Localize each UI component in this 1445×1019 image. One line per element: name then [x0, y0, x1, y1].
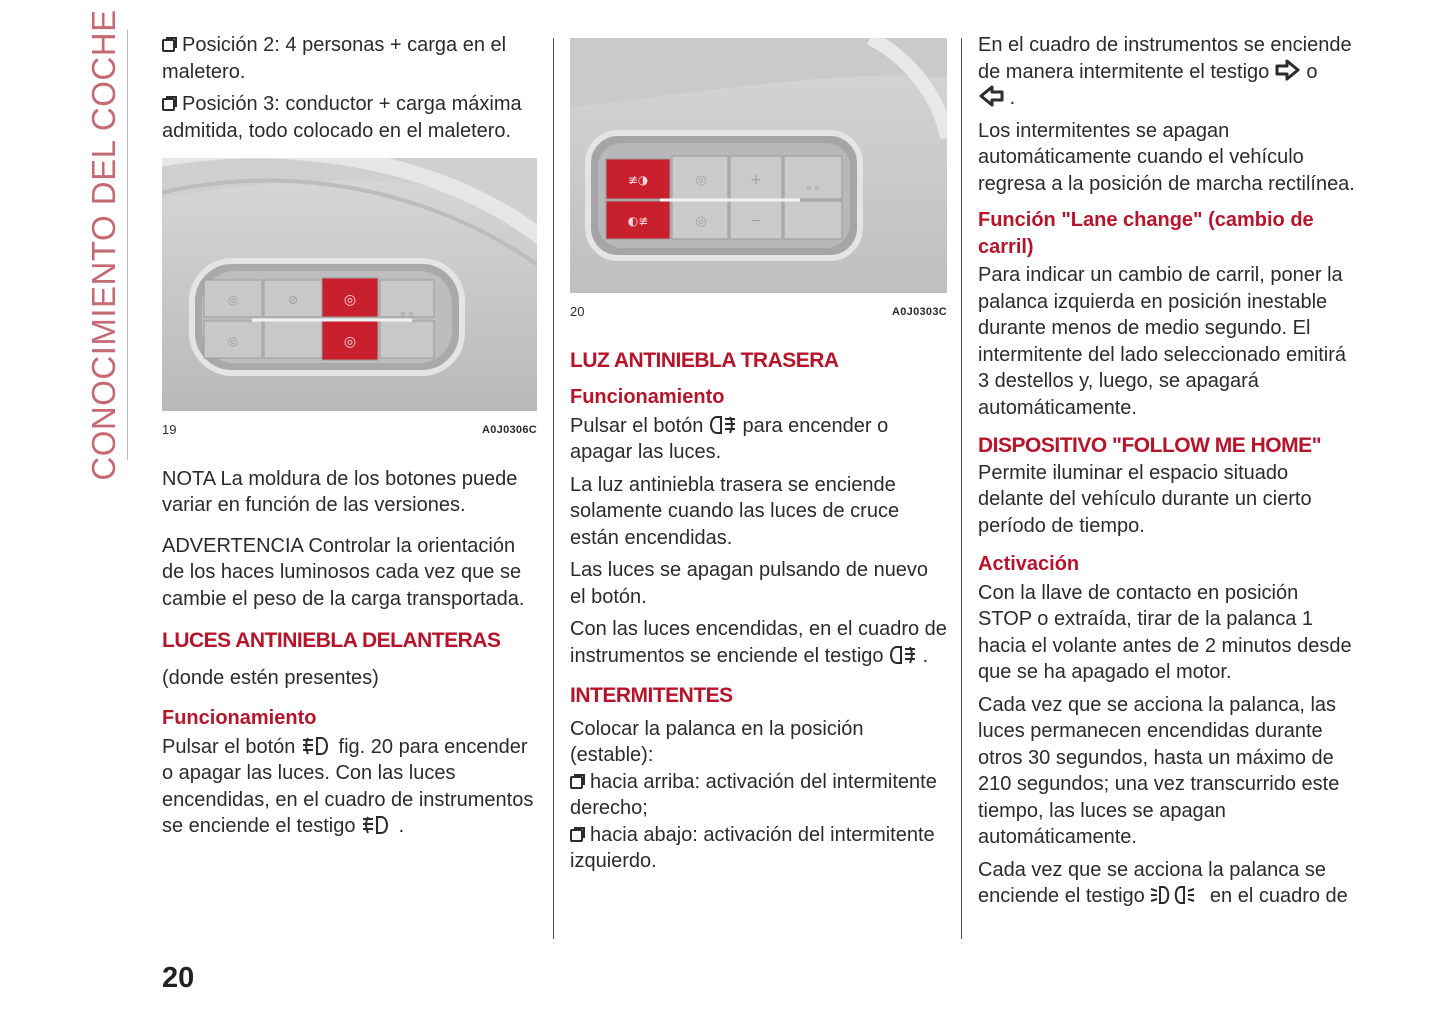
- fog-light-buttons-illustration: [162, 158, 537, 411]
- bullet-item: hacia arriba: activación del intermitente derecho;: [570, 770, 937, 819]
- sub-heading: Funcionamiento: [570, 386, 725, 408]
- svg-text:◎: ◎: [227, 334, 239, 348]
- rear-fog-icon: [889, 645, 917, 665]
- paragraph: En el cuadro de instrumentos se enciende de manera intermitente el testigo o .: [978, 34, 1352, 109]
- note-text: NOTA La moldura de los botones puede variar en función de las versiones.: [162, 467, 518, 516]
- paragraph: Con la llave de contacto en posición STOP o extraída, tirar de la palanca 1 hacia el volante antes de 2 minutos desde que se ha apagado el motor.: [978, 581, 1352, 683]
- bullet-item: hacia abajo: activación del intermitente izquierdo.: [570, 823, 935, 872]
- figure-number: 20: [570, 304, 585, 319]
- svg-text:◎: ◎: [343, 292, 357, 308]
- paragraph: Cada vez que se acciona la palanca se enciende el testigo en el cuadro de: [978, 858, 1348, 907]
- paragraph: Pulsar el botón fig. 20 para encender o apagar las luces. Con las luces encendidas, en el cuadro de instrumentos se enciende el testigo .: [162, 735, 534, 837]
- availability-note: (donde estén presentes): [162, 666, 379, 689]
- paragraph: La luz antiniebla trasera se enciende solamente cuando las luces de cruce están encendidas.: [570, 473, 900, 549]
- warning-text: ADVERTENCIA Controlar la orientación de los haces luminosos cada vez que se cambie el peso de la carga transportada.: [162, 534, 525, 610]
- sub-heading: Funcionamiento: [162, 707, 317, 729]
- section-heading: LUZ ANTINIEBLA TRASERA: [570, 348, 839, 372]
- svg-text:◐≢: ◐≢: [627, 214, 649, 228]
- follow-me-home-icon: [1150, 885, 1204, 905]
- checkbox-bullet-icon: [162, 39, 175, 52]
- svg-text:◎: ◎: [695, 214, 707, 229]
- checkbox-bullet-icon: [162, 98, 175, 111]
- column-divider: [553, 38, 554, 939]
- figure-code: A0J0303C: [892, 306, 947, 318]
- page-number: 20: [162, 962, 195, 994]
- bullet-item: Posición 3: conductor + carga máxima admitida, todo colocado en el maletero.: [162, 93, 522, 142]
- checkbox-bullet-icon: [570, 829, 583, 842]
- sub-heading: Activación: [978, 553, 1080, 575]
- sub-heading: Función "Lane change" (cambio de carril): [978, 209, 1314, 258]
- svg-text:+: +: [750, 172, 762, 188]
- section-sidebar: [81, 9, 128, 481]
- paragraph: Pulsar el botón para encender o apagar las luces.: [570, 414, 889, 463]
- paragraph: Cada vez que se acciona la palanca, las luces permanecen encendidas durante otros 30 segundos, hasta un máximo de 210 segundos; una vez transcurrido este tiempo, las luces se apagan automáticamente.: [978, 693, 1340, 848]
- figure-number: 19: [162, 422, 177, 437]
- column-2: [570, 32, 947, 881]
- svg-text:−: −: [750, 213, 762, 229]
- figure-19-image: [162, 158, 537, 411]
- column-1: [162, 32, 537, 846]
- figure-caption: [570, 299, 947, 326]
- svg-text:◎: ◎: [343, 334, 357, 350]
- figure-caption: [162, 417, 537, 444]
- figure-20-image: [570, 38, 947, 293]
- svg-text:≢◑: ≢◑: [627, 173, 649, 187]
- paragraph: Permite iluminar el espacio situado delante del vehículo durante un cierto período de tiempo.: [978, 461, 1312, 537]
- svg-text:◎: ◎: [695, 173, 707, 188]
- bullet-item: Posición 2: 4 personas + carga en el maletero.: [162, 34, 507, 83]
- section-heading: LUCES ANTINIEBLA DELANTERAS: [162, 629, 501, 652]
- front-fog-icon: [361, 815, 393, 835]
- checkbox-bullet-icon: [570, 776, 583, 789]
- svg-text:⊘: ⊘: [287, 293, 299, 307]
- svg-text:≡ ≡: ≡ ≡: [806, 184, 820, 192]
- section-heading: INTERMITENTES: [570, 684, 733, 707]
- svg-text:◎: ◎: [227, 293, 239, 307]
- figure-code: A0J0306C: [482, 424, 537, 436]
- column-3: [978, 32, 1356, 916]
- section-heading: DISPOSITIVO "FOLLOW ME HOME": [978, 434, 1322, 457]
- column-divider: [961, 38, 962, 939]
- rear-fog-icon: [709, 415, 737, 435]
- paragraph: Para indicar un cambio de carril, poner la palanca izquierda en posición inestable durante menos de medio segundo. El intermitente del lado seleccionado emitirá 3 destellos y, luego, se apagará automáticamente.: [978, 264, 1346, 419]
- section-title: CONOCIMIENTO DEL COCHE: [85, 9, 122, 481]
- svg-text:≡ ≡: ≡ ≡: [400, 310, 414, 318]
- paragraph: Las luces se apagan pulsando de nuevo el botón.: [570, 559, 929, 608]
- paragraph: Con las luces encendidas, en el cuadro de instrumentos se enciende el testigo .: [570, 618, 947, 667]
- front-fog-icon: [301, 736, 333, 756]
- fog-light-buttons-closeup-illustration: [570, 38, 947, 293]
- paragraph: Los intermitentes se apagan automáticamente cuando el vehículo regresa a la posición de marcha rectilínea.: [978, 119, 1355, 195]
- turn-right-icon: [1275, 59, 1301, 81]
- turn-left-icon: [978, 85, 1004, 107]
- paragraph: Colocar la palanca en la posición (estable):: [570, 717, 864, 766]
